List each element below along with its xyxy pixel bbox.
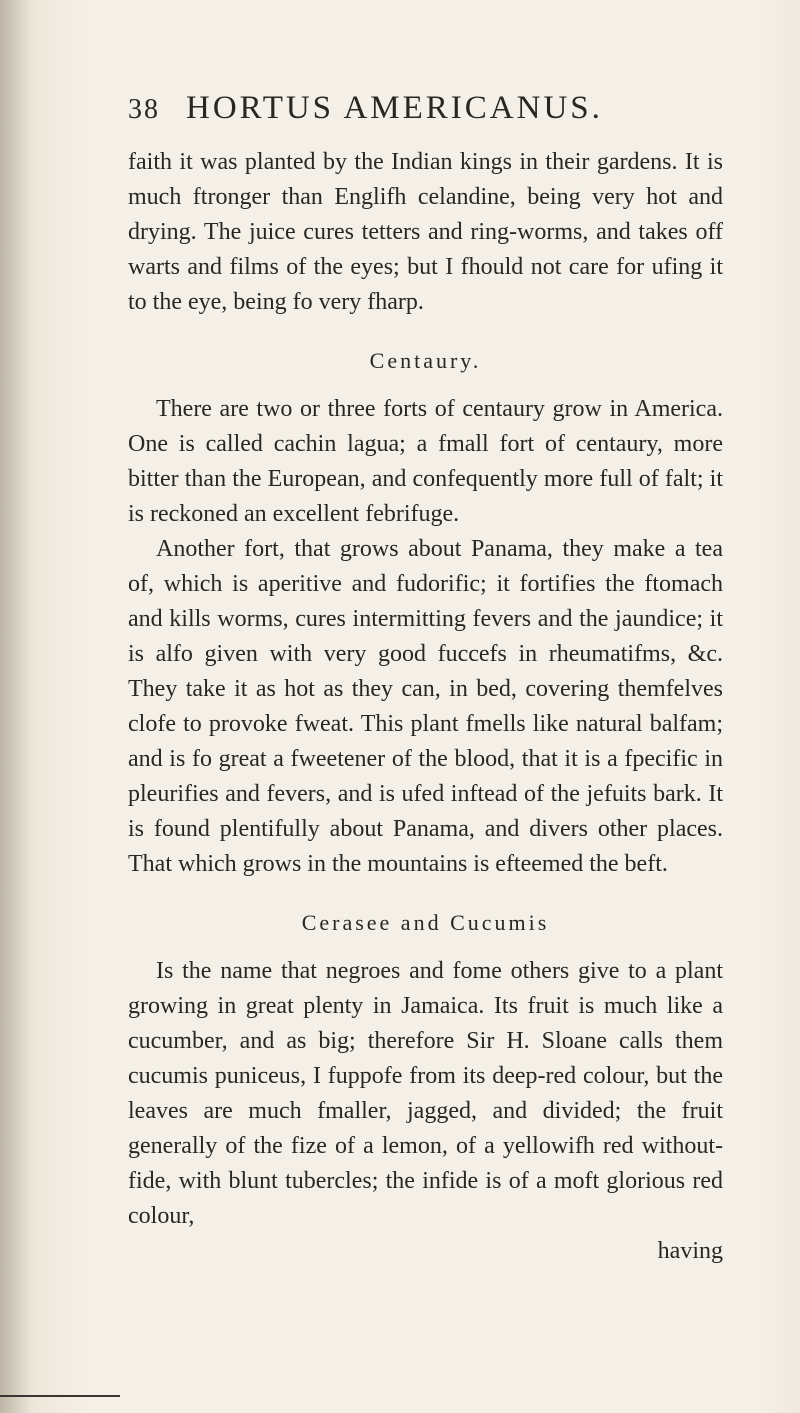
continued-paragraph: faith it was planted by the Indian kings in their gardens. It is much ftronger than Englifh celandine, being very hot and drying. The juice cures tetters and ring-worms, and takes off warts and films of the eyes; but I fhould not care for ufing it to the eye, being fo very fharp. — [128, 149, 723, 315]
page-number: 38 — [128, 94, 160, 125]
page-edge-rule — [0, 1395, 120, 1397]
section-heading-cerasee: Cerasee and Cucumis — [301, 910, 550, 935]
page-text-block — [128, 90, 723, 1269]
centaury-paragraph-2: Another fort, that grows about Panama, they make a tea of, which is aperitive and fudorific; it fortifies the ftomach and kills worms, cures intermitting fevers and the jaundice; it is alfo given with very good fuccefs in rheumatifms, &c. They take it as hot as they can, in bed, covering themfelves clofe to provoke fweat. This plant fmells like natural balfam; and is fo great a fweetener of the blood, that it is a fpecific in pleurifies and fevers, and is ufed inftead of the jefuits bark. It is found plentifully about Panama, and divers other places. That which grows in the mountains is efteemed the beft. — [128, 536, 723, 877]
running-header — [128, 90, 723, 127]
page-gutter-shadow — [0, 0, 32, 1413]
running-title: HORTUS AMERICANUS. — [186, 90, 603, 126]
catchword: having — [657, 1238, 723, 1264]
cerasee-paragraph-1: Is the name that negroes and fome others give to a plant growing in great plenty in Jamaica. Its fruit is much like a cucumber, and as big; therefore Sir H. Sloane calls them cucumis puniceus, I fuppofe from its deep-red colour, but the leaves are much fmaller, jagged, and divided; the fruit generally of the fize of a lemon, of a yellowifh red without-fide, with blunt tubercles; the infide is of a moft glorious red colour, — [128, 958, 723, 1229]
section-heading-centaury: Centaury. — [369, 348, 482, 373]
centaury-paragraph-1: There are two or three forts of centaury grow in America. One is called cachin lagua; a fmall fort of centaury, more bitter than the European, and confequently more full of falt; it is reckoned an excellent febrifuge. — [128, 396, 723, 527]
